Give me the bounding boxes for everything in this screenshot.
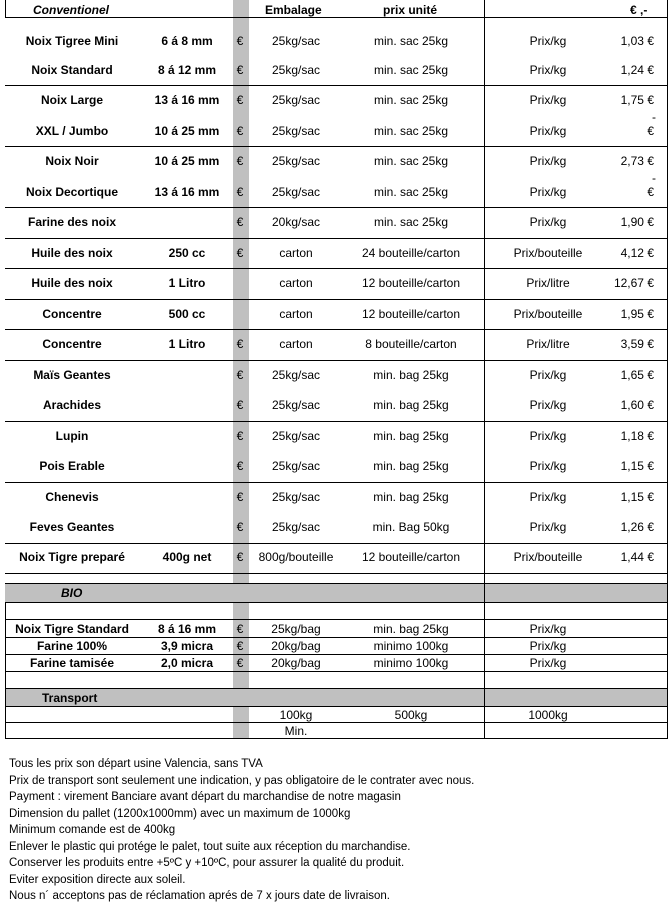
packaging: 25kg/sac: [271, 520, 321, 534]
packaging: 20kg/bag: [271, 639, 321, 653]
price-basis: Prix/kg: [529, 490, 567, 504]
product-size: 6 á 8 mm: [161, 34, 213, 48]
price-value: 1,60 €: [620, 398, 654, 412]
footnote-line: Eviter exposition directe aux soleil.: [9, 873, 186, 886]
transport-min-label: Min.: [284, 724, 308, 738]
price-basis: Prix/litre: [526, 337, 570, 351]
price-value: €: [647, 185, 654, 199]
product-name: Feves Geantes: [29, 520, 115, 534]
unit-minimum: min. bag 25kg: [373, 622, 449, 636]
packaging: carton: [279, 307, 313, 321]
unit-minimum: min. bag 25kg: [373, 490, 449, 504]
unit-minimum: min. sac 25kg: [373, 124, 449, 138]
dash-mark: -: [652, 110, 656, 124]
price-value: 1,65 €: [620, 368, 654, 382]
product-name: Chenevis: [45, 490, 99, 504]
packaging: 25kg/sac: [271, 185, 321, 199]
product-name: Concentre: [42, 307, 102, 321]
price-value: 4,12 €: [620, 246, 654, 260]
transport-col-500kg: 500kg: [394, 708, 428, 722]
product-size: 400g net: [162, 550, 212, 564]
product-name: Maïs Geantes: [33, 368, 111, 382]
euro-sign: €: [236, 550, 244, 564]
euro-sign: €: [236, 215, 244, 229]
euro-sign: €: [236, 124, 244, 138]
euro-sign: €: [236, 368, 244, 382]
header-currency: € ,-: [630, 3, 648, 17]
packaging: carton: [279, 337, 313, 351]
packaging: 25kg/sac: [271, 154, 321, 168]
price-basis: Prix/kg: [529, 124, 567, 138]
product-size: 10 á 25 mm: [154, 154, 220, 168]
product-size: 500 cc: [168, 307, 206, 321]
unit-minimum: 12 bouteille/carton: [361, 550, 461, 564]
packaging: 800g/bouteille: [258, 550, 334, 564]
unit-minimum: min. sac 25kg: [373, 215, 449, 229]
price-value: 1,15 €: [620, 459, 654, 473]
unit-minimum: min. sac 25kg: [373, 185, 449, 199]
price-basis: Prix/kg: [529, 639, 567, 653]
price-value: 1,26 €: [620, 520, 654, 534]
packaging: 25kg/sac: [271, 34, 321, 48]
product-size: 1 Litro: [168, 276, 206, 290]
price-basis: Prix/bouteille: [513, 307, 583, 321]
dash-mark: -: [652, 171, 656, 185]
packaging: carton: [279, 246, 313, 260]
product-name: Pois Erable: [39, 459, 105, 473]
price-basis: Prix/kg: [529, 520, 567, 534]
euro-sign: €: [236, 185, 244, 199]
euro-sign: €: [236, 656, 244, 670]
price-basis: Prix/kg: [529, 459, 567, 473]
euro-sign: €: [236, 429, 244, 443]
unit-minimum: min. sac 25kg: [373, 34, 449, 48]
price-basis: Prix/kg: [529, 154, 567, 168]
footnote-line: Prix de transport sont seulement une indication, y pas obligatoire de le contrater avec nous.: [9, 774, 475, 787]
price-basis: Prix/kg: [529, 622, 567, 636]
unit-minimum: min. sac 25kg: [373, 93, 449, 107]
price-value: 1,75 €: [620, 93, 654, 107]
price-value: 1,18 €: [620, 429, 654, 443]
euro-sign: €: [236, 154, 244, 168]
packaging: carton: [279, 276, 313, 290]
product-size: 8 á 12 mm: [157, 63, 217, 77]
price-basis: Prix/kg: [529, 368, 567, 382]
product-size: 2,0 micra: [160, 656, 214, 670]
euro-sign: €: [236, 246, 244, 260]
packaging: 25kg/sac: [271, 459, 321, 473]
price-value: 1,44 €: [620, 550, 654, 564]
product-size: 10 á 25 mm: [154, 124, 220, 138]
price-basis: Prix/kg: [529, 185, 567, 199]
price-basis: Prix/bouteille: [513, 550, 583, 564]
product-name: Noix Noir: [45, 154, 99, 168]
price-value: 12,67 €: [613, 276, 654, 290]
unit-minimum: 12 bouteille/carton: [361, 276, 461, 290]
packaging: 25kg/sac: [271, 398, 321, 412]
transport-col-100kg: 100kg: [279, 708, 313, 722]
euro-sign: €: [236, 34, 244, 48]
price-value: 3,59 €: [620, 337, 654, 351]
packaging: 25kg/sac: [271, 63, 321, 77]
product-name: Noix Tigree Mini: [25, 34, 119, 48]
product-size: 250 cc: [168, 246, 206, 260]
price-basis: Prix/kg: [529, 656, 567, 670]
unit-minimum: min. bag 25kg: [373, 429, 449, 443]
section-title-bio: BIO: [61, 586, 83, 600]
packaging: 25kg/sac: [271, 368, 321, 382]
packaging: 25kg/sac: [271, 429, 321, 443]
price-value: 1,15 €: [620, 490, 654, 504]
footnote-line: Conserver les produits entre +5ºC y +10ºC, pour assurer la qualité du produit.: [9, 857, 405, 869]
price-value: 1,03 €: [620, 34, 654, 48]
product-name: Huile des noix: [31, 276, 113, 290]
product-name: Arachides: [42, 398, 102, 412]
unit-minimum: 8 bouteille/carton: [365, 337, 457, 351]
footnote-line: Tous les prix son départ usine Valencia, sans TVA: [9, 758, 263, 770]
euro-sign: €: [236, 520, 244, 534]
footnote-line: Nous n´ acceptons pas de réclamation aprés de 7 x jours date de livraison.: [9, 890, 390, 902]
price-value: 1,95 €: [620, 307, 654, 321]
euro-sign: €: [236, 622, 244, 636]
price-basis: Prix/kg: [529, 215, 567, 229]
euro-sign: €: [236, 398, 244, 412]
header-embalage: Embalage: [265, 3, 322, 17]
product-name: Noix Standard: [31, 63, 113, 77]
price-basis: Prix/kg: [529, 398, 567, 412]
packaging: 20kg/sac: [271, 215, 321, 229]
price-value: €: [647, 124, 654, 138]
footnote-line: Enlever le plastic qui protége le palet, tout suite aux réception du marchandise.: [9, 840, 411, 853]
footnote-line: Payment : virement Banciare avant départ du marchandise de notre magasin: [9, 791, 401, 803]
euro-sign: €: [236, 639, 244, 653]
unit-minimum: min. sac 25kg: [373, 63, 449, 77]
product-name: Farine des noix: [27, 215, 117, 229]
unit-minimum: min. sac 25kg: [373, 154, 449, 168]
footnote-line: Minimum comande est de 400kg: [9, 824, 176, 836]
euro-sign: €: [236, 459, 244, 473]
unit-minimum: minimo 100kg: [373, 656, 449, 670]
product-name: Noix Tigre preparé: [19, 550, 125, 564]
packaging: 25kg/bag: [271, 622, 321, 636]
unit-minimum: min. bag 25kg: [373, 459, 449, 473]
euro-sign: €: [236, 63, 244, 77]
product-name: Noix Tigre Standard: [15, 622, 129, 636]
transport-section-bar: [5, 688, 668, 706]
price-basis: Prix/litre: [526, 276, 570, 290]
price-basis: Prix/kg: [529, 34, 567, 48]
product-size: 1 Litro: [168, 337, 206, 351]
product-size: 13 á 16 mm: [154, 93, 220, 107]
price-basis: Prix/kg: [529, 429, 567, 443]
product-size: 8 á 16 mm: [157, 622, 217, 636]
product-size: 3,9 micra: [160, 639, 214, 653]
price-basis: Prix/kg: [529, 93, 567, 107]
packaging: 25kg/sac: [271, 93, 321, 107]
price-value: 2,73 €: [620, 154, 654, 168]
product-name: Huile des noix: [31, 246, 113, 260]
price-basis: Prix/kg: [529, 63, 567, 77]
section-title-transport: Transport: [42, 691, 98, 705]
unit-minimum: min. bag 25kg: [373, 398, 449, 412]
product-name: Concentre: [42, 337, 102, 351]
euro-sign: €: [236, 337, 244, 351]
header-prix-unite: prix unité: [383, 3, 438, 17]
product-name: Lupin: [55, 429, 89, 443]
price-value: 1,90 €: [620, 215, 654, 229]
product-name: Farine 100%: [36, 639, 108, 653]
packaging: 25kg/sac: [271, 124, 321, 138]
packaging: 25kg/sac: [271, 490, 321, 504]
product-name: Noix Large: [40, 93, 104, 107]
footnote-line: Dimension du pallet (1200x1000mm) avec un maximum de 1000kg: [9, 807, 351, 820]
euro-sign: €: [236, 93, 244, 107]
packaging: 20kg/bag: [271, 656, 321, 670]
product-name: Noix Decortique: [25, 185, 119, 199]
bio-section-bar: [5, 583, 668, 602]
unit-minimum: min. bag 25kg: [373, 368, 449, 382]
unit-minimum: 24 bouteille/carton: [361, 246, 461, 260]
euro-sign: €: [236, 490, 244, 504]
price-value: 1,24 €: [620, 63, 654, 77]
section-title-conventionel: Conventionel: [33, 3, 110, 17]
unit-minimum: min. Bag 50kg: [372, 520, 450, 534]
product-name: XXL / Jumbo: [35, 124, 109, 138]
product-name: Farine tamisée: [29, 656, 115, 670]
unit-minimum: minimo 100kg: [373, 639, 449, 653]
price-basis: Prix/bouteille: [513, 246, 583, 260]
product-size: 13 á 16 mm: [154, 185, 220, 199]
transport-col-1000kg: 1000kg: [528, 708, 568, 722]
unit-minimum: 12 bouteille/carton: [361, 307, 461, 321]
